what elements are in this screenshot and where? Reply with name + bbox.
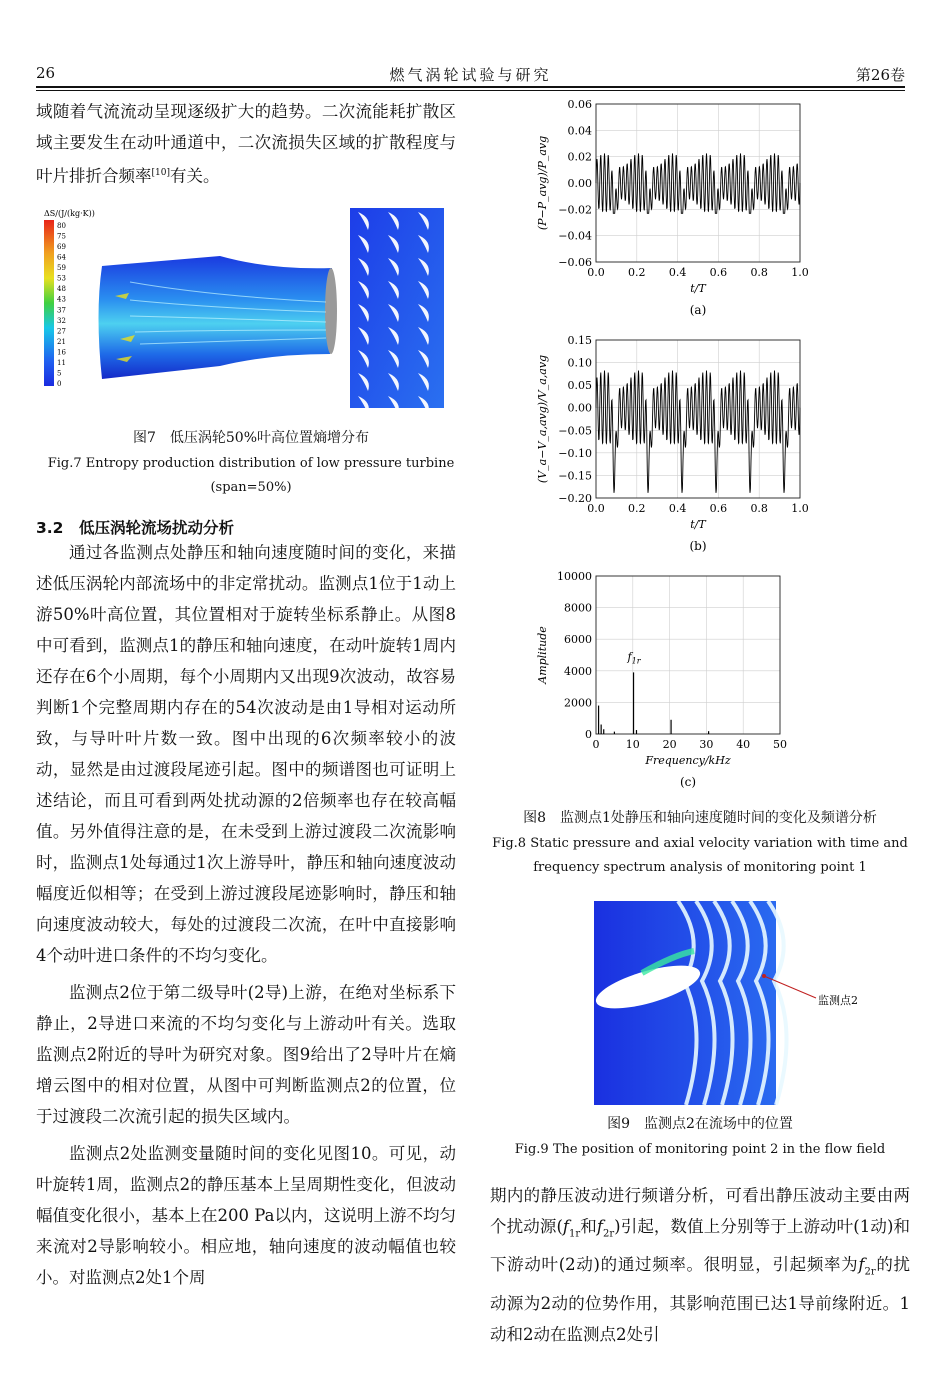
colorbar-tick-label: 80 [57, 222, 66, 230]
x-tick-label: 50 [773, 738, 787, 751]
figure-7 [40, 204, 460, 414]
entropy-contour-figure [40, 204, 460, 414]
x-axis-label: t/T [690, 518, 706, 531]
x-tick-label: 0.4 [668, 266, 687, 279]
chart-panel-c [536, 570, 787, 789]
y-tick-label: −0.20 [558, 492, 592, 505]
x-tick-label: 0.0 [587, 502, 605, 515]
colorbar-tick-label: 11 [57, 358, 66, 367]
colorbar-tick-label: 21 [57, 337, 66, 346]
panel-label: (c) [679, 775, 697, 789]
colorbar-tick-label: 5 [57, 369, 62, 378]
right-text-b: )引起，数值上分别等于上游动叶(1动)和下游动叶(2动)的通过频率。很明显，引起频率为 [490, 1217, 911, 1275]
colorbar-tick-label: 37 [57, 306, 66, 315]
y-tick-label: 0 [585, 728, 592, 741]
panel-label: (a) [689, 303, 707, 317]
x-tick-label: 0.4 [668, 502, 687, 515]
peak-label: $f_{1r}$ [627, 650, 641, 666]
x-tick-label: 10 [625, 738, 640, 751]
left-body-text [36, 537, 456, 1293]
paragraph-2: 监测点2位于第二级导叶(2导)上游，在绝对坐标系下静止，2导进口来流的不均匀变化与上游动叶有关。选取监测点2附近的导叶为研究对象。图9给出了2导叶片在熵增云图中的相对位置，从图中可判断监测点2的位置，位于过渡段二次流引起的损失区域内。 [36, 983, 456, 1126]
x-tick-label: 0 [592, 738, 600, 751]
f1-symbol: f [562, 1217, 569, 1236]
y-tick-label: −0.04 [558, 229, 592, 243]
turbine-casing [99, 256, 333, 379]
x-axis-label: t/T [690, 282, 706, 295]
f2-symbol: f [596, 1217, 603, 1236]
x-tick-label: 0.6 [709, 502, 728, 515]
right-body-text: 期内的静压波动进行频谱分析，可看出静压波动主要由两个扰动源($f_{1r}$和$f_{2r}$)引起，数值上分别等于上游动叶(1动)和下游动叶(2动)的通过频率。很明显，引起频率为$f_{2r}$的扰动源为2动的位势作用，其影响范围已达1导前缘附近。1动和2动在监测点2处引 [490, 1186, 911, 1344]
journal-title: 燃气涡轮试验与研究 [389, 66, 552, 84]
y-tick-label: 6000 [564, 633, 592, 647]
figure-8 [490, 96, 910, 800]
fig7-caption-en-1: Fig.7 Entropy production distribution of low pressure turbine [47, 456, 455, 471]
intro-text-end: 有关。 [169, 166, 220, 186]
f2-subscript: 2r [603, 1228, 615, 1240]
series-line [596, 153, 800, 213]
header-rule-thick [36, 86, 905, 88]
plot-frame [596, 576, 780, 734]
colorbar-tick-label: 0 [57, 380, 62, 388]
fig8-caption-en-1: Fig.8 Static pressure and axial velocity variation with time and [492, 836, 908, 851]
figure-9 [594, 901, 870, 1105]
y-tick-label: 4000 [564, 664, 592, 678]
fig7-caption-en-2: (span=50%) [210, 480, 292, 495]
colorbar-tick-label: 53 [57, 274, 66, 283]
fig9-caption-cn: 图9 监测点2在流场中的位置 [607, 1116, 793, 1132]
peak-label-subscript: 1r [631, 656, 641, 666]
x-tick-label: 0.8 [750, 266, 768, 279]
colorbar-tick-label: 16 [57, 348, 66, 357]
legend-title: ΔS/(J/(kg·K)) [44, 209, 95, 218]
x-tick-label: 1.0 [791, 502, 809, 515]
and-word: 和 [580, 1217, 597, 1236]
y-tick-label: 8000 [564, 601, 592, 615]
y-axis-label: (P−P_avg)/P_avg [536, 135, 549, 231]
right-text-a: 期内的静压波动进行频谱分析，可看出静压波动主要由两个扰动源( [490, 1186, 910, 1236]
colorbar [44, 220, 54, 386]
colorbar-tick-label: 69 [57, 243, 66, 252]
y-axis-label: Amplitude [536, 626, 549, 684]
fig8-caption-cn: 图8 监测点1处静压和轴向速度随时间的变化及频谱分析 [523, 810, 877, 826]
y-tick-label: 2000 [564, 696, 592, 710]
x-tick-label: 0.6 [709, 266, 728, 279]
colorbar-tick-label: 75 [57, 232, 66, 241]
page-number: 26 [36, 64, 56, 82]
monitoring-point-2-marker [762, 974, 766, 978]
volume-label: 第26卷 [855, 66, 905, 84]
chart-panel-b [536, 334, 809, 553]
chart-panel-a [536, 98, 809, 317]
paragraph-3: 监测点2处监测变量随时间的变化见图10。可见，动叶旋转1周，监测点2的静压基本上呈周期性变化，但波动幅值变化很小，基本上在200 Pa以内，这说明上游不均匀来流对2导影响较小。相应地，轴向速度的波动幅值也较小。对监测点2处1个周 [36, 1144, 456, 1287]
y-tick-label: 0.05 [567, 379, 592, 393]
section-heading: 3.2 低压涡轮流场扰动分析 [36, 519, 234, 537]
reference-marker: [10] [151, 168, 170, 178]
colorbar-tick-label: 48 [57, 285, 66, 294]
x-tick-label: 40 [736, 738, 751, 751]
f1-subscript: 1r [569, 1228, 581, 1240]
y-tick-label: 0.02 [567, 150, 592, 164]
x-tick-label: 0.2 [628, 502, 646, 515]
x-axis-label: Frequency/kHz [645, 754, 731, 767]
y-tick-label: 0.04 [567, 124, 592, 138]
outlet-face [325, 268, 337, 354]
x-tick-label: 0.0 [587, 266, 605, 279]
y-tick-label: 0.00 [567, 177, 592, 190]
flow-field-image [594, 901, 870, 1105]
right-text-c: 的扰动源为2动的位势作用，其影响范围已达1导前缘附近。1动和2动在监测点2处引 [490, 1255, 911, 1344]
paragraph-1: 通过各监测点处静压和轴向速度随时间的变化，来描述低压涡轮内部流场中的非定常扰动。监测点1位于1动上游50%叶高位置，其位置相对于旋转坐标系静止。从图8中可看到，监测点1的静压和轴向速度，在动叶旋转1周内还存在6个小周期，每个小周期内又出现9次波动，故容易判断1个完整周期内存在的54次波动是由1导相对运动所致，与导叶叶片数一致。图中出现的6次频率较小的波动，显然是由过渡段尾迹引起。图中的频谱图也可证明上述结论，而且可看到两处扰动源的2倍频率也存在较高幅值。另外值得注意的是，在未受到上游过渡段二次流影响时，监测点1处每通过1次上游导叶，静压和轴向速度波动幅度近似相等；在受到上游过渡段尾迹影响时，静压和轴向速度波动较大，每处的过渡段二次流，在叶中直接影响4个动叶进口条件的不均匀变化。 [36, 543, 456, 965]
y-tick-label: 0.00 [567, 401, 592, 415]
fig9-caption-en: Fig.9 The position of monitoring point 2 in the flow field [514, 1142, 886, 1157]
colorbar-tick-label: 43 [57, 295, 66, 304]
colorbar-tick-label: 59 [57, 264, 66, 273]
series-line [596, 371, 800, 493]
y-tick-label: −0.05 [558, 424, 592, 438]
colorbar-tick-label: 27 [57, 327, 66, 336]
x-tick-label: 20 [662, 738, 677, 751]
fig8-caption-en-2: frequency spectrum analysis of monitoring point 1 [533, 860, 867, 875]
x-tick-label: 30 [699, 738, 714, 751]
panel-label: (b) [689, 539, 707, 553]
header-rule-thin [36, 90, 905, 91]
y-axis-label: (V_a−V_a,avg)/V_a,avg [536, 354, 549, 484]
y-tick-label: 0.15 [567, 334, 592, 347]
y-tick-label: −0.15 [558, 469, 592, 483]
running-header [36, 60, 905, 84]
x-tick-label: 1.0 [791, 266, 809, 279]
fig7-caption-cn: 图7 低压涡轮50%叶高位置熵增分布 [132, 430, 370, 446]
y-tick-label: −0.10 [558, 446, 592, 460]
y-tick-label: 10000 [557, 570, 592, 583]
x-tick-label: 0.8 [750, 502, 768, 515]
monitoring-point-2-label: 监测点2 [818, 994, 858, 1007]
intro-text: 域随着气流流动呈现逐级扩大的趋势。二次流能耗扩散区域主要发生在动叶通道中，二次流损失区域的扩散程度与叶片排折合频率 [36, 102, 456, 186]
x-tick-label: 0.2 [628, 266, 646, 279]
y-tick-label: 0.06 [567, 98, 592, 111]
colorbar-tick-label: 32 [57, 316, 66, 325]
colorbar-tick-label: 64 [57, 253, 66, 262]
y-tick-label: 0.10 [567, 356, 592, 370]
intro-paragraph [36, 96, 456, 192]
y-tick-label: −0.02 [558, 203, 592, 217]
y-tick-label: −0.06 [558, 256, 592, 269]
